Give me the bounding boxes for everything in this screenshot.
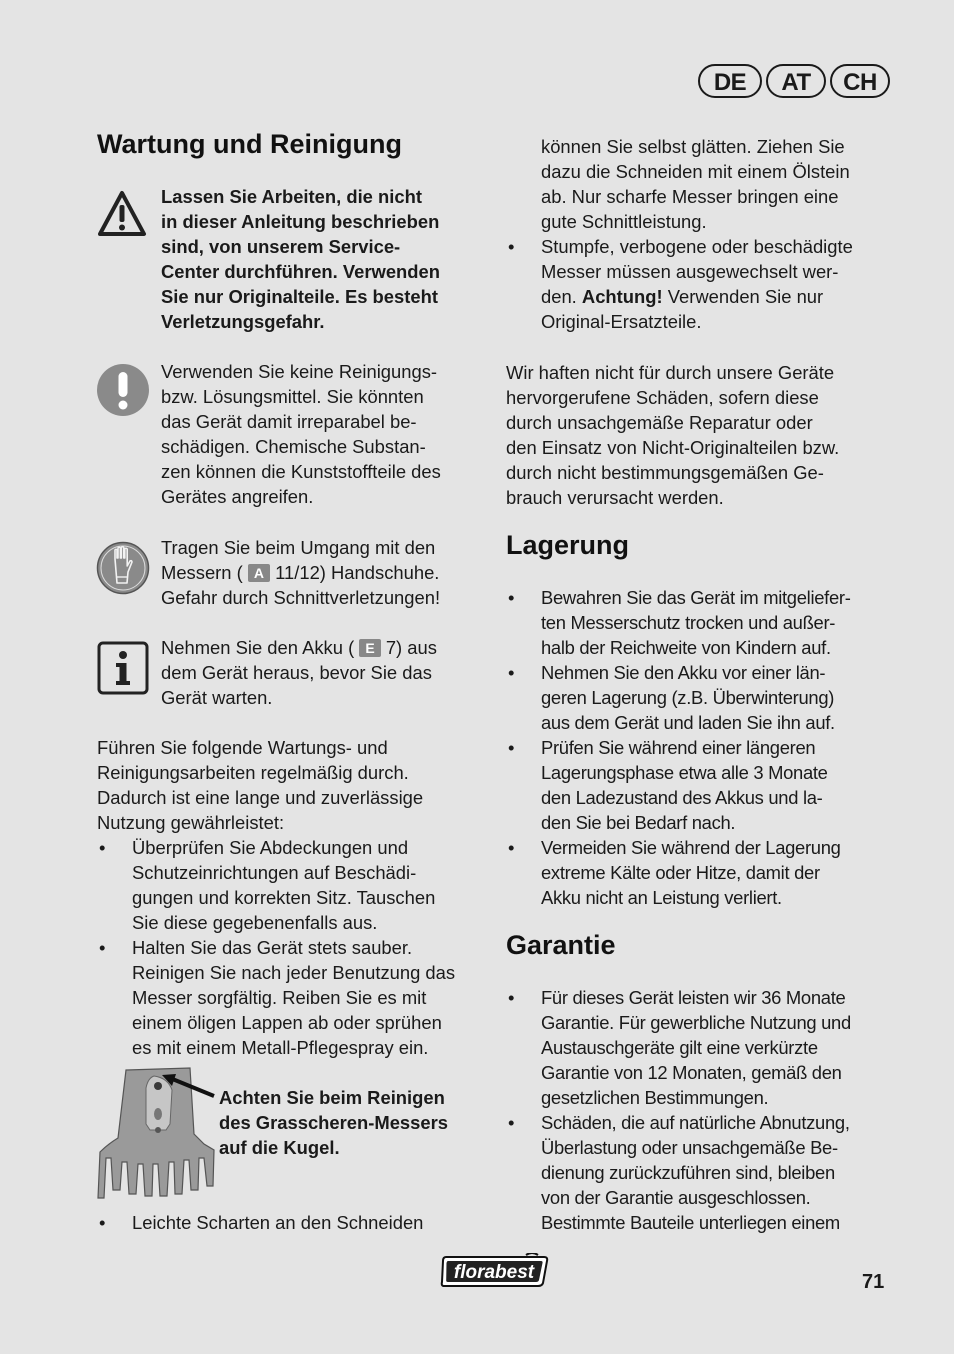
warning-text: Lassen Sie Arbeiten, die nicht in dieser Anleitung beschrieben sind, von unserem Service- Center durchführen. Verwenden Sie nur Originalteile. Es besteht Verletzungsgefahr. [161, 186, 440, 332]
maintenance-list [97, 835, 497, 1060]
figure-ref-e: E [359, 639, 380, 657]
warranty-list [506, 985, 906, 1235]
figure-ref-a: A [248, 564, 270, 582]
list-item: • Schäden, die auf natürliche Abnutzung, Überlastung oder unsachgemäße Be- dienung zurückzuführen sind, bleiben von der Garantie ausgeschlossen. Bestimmte Bauteile unterliegen einem [506, 1110, 906, 1235]
maintenance-list-continued [97, 1210, 497, 1235]
florabest-logo [440, 1253, 550, 1287]
list-item: • Überprüfen Sie Abdeckungen und Schutzeinrichtungen auf Beschädi- gungen und korrekten Sitz. Tauschen Sie diese gegebenenfalls aus. [97, 835, 497, 935]
section-heading-maintenance: Wartung und Reinigung [97, 129, 402, 159]
list-item: • Für dieses Gerät leisten wir 36 Monate Garantie. Für gewerbliche Nutzung und Austauschgeräte gilt eine verkürzte Garantie von 12 Monaten, gemäß den gesetzlichen Bestimmungen. [506, 985, 906, 1110]
blade-replace-list [506, 234, 906, 334]
glove-text: Tragen Sie beim Umgang mit den Messern ( A 11/12) Handschuhe. Gefahr durch Schnittverletzungen! [161, 537, 441, 608]
section-heading-warranty: Garantie [506, 930, 616, 960]
warning-triangle-icon [97, 190, 147, 238]
liability-paragraph: Wir haften nicht für durch unsere Geräte hervorgerufene Schäden, sofern diese durch unsachgemäße Reparatur oder den Einsatz von Nicht-Originalteilen bzw. durch nicht bestimmungsgemäßen Ge- brauch verursacht werden. [506, 362, 840, 508]
svg-text:florabest: florabest [453, 1262, 535, 1283]
caution-text: Verwenden Sie keine Reinigungs- bzw. Lösungsmittel. Sie könnten das Gerät damit irreparabel be- schädigen. Chemische Substan- zen können die Kunststoffteile des Gerätes angreifen. [161, 361, 441, 507]
glove-icon [96, 541, 150, 595]
page-number: 71 [862, 1271, 885, 1293]
list-item: • Nehmen Sie den Akku vor einer län- geren Lagerung (z.B. Überwinterung) aus dem Gerät und laden Sie ihn auf. [506, 660, 906, 735]
shear-blade-illustration [96, 1064, 218, 1204]
lang-badge-de: DE [698, 64, 762, 98]
lang-badge-ch: CH [830, 64, 890, 98]
list-item: • Vermeiden Sie während der Lagerung extreme Kälte oder Hitze, damit der Akku nicht an Leistung verliert. [506, 835, 906, 910]
list-item: • Leichte Scharten an den Schneiden [97, 1210, 497, 1235]
list-item: • Bewahren Sie das Gerät im mitgeliefer- ten Messerschutz trocken und außer- halb der Reichweite von Kindern auf. [506, 585, 906, 660]
info-icon [97, 641, 149, 695]
section-heading-storage: Lagerung [506, 530, 630, 560]
bullet-continuation: können Sie selbst glätten. Ziehen Sie dazu die Schneiden mit einem Ölstein ab. Nur scharfe Messer bringen eine gute Schnittleistung. [541, 136, 850, 232]
list-item: • Prüfen Sie während einer längeren Lagerungsphase etwa alle 3 Monate den Ladezustand des Akkus und la- den Sie bei Bedarf nach. [506, 735, 906, 835]
lang-badge-at: AT [766, 64, 826, 98]
blade-note: Achten Sie beim Reinigen des Grasscheren-Messers auf die Kugel. [219, 1087, 448, 1158]
list-item: • Halten Sie das Gerät stets sauber. Reinigen Sie nach jeder Benutzung das Messer sorgfältig. Reiben Sie es mit einem öligen Lappen ab oder sprühen es mit einem Metall-Pflegespray ein. [97, 935, 497, 1060]
maintenance-intro: Führen Sie folgende Wartungs- und Reinigungsarbeiten regelmäßig durch. Dadurch ist eine lange und zuverlässige Nutzung gewährleistet: [97, 737, 424, 833]
exclamation-circle-icon [96, 363, 150, 417]
info-text: Nehmen Sie den Akku ( E 7) aus dem Gerät heraus, bevor Sie das Gerät warten. [161, 637, 437, 708]
storage-list [506, 585, 906, 910]
list-item: • Stumpfe, verbogene oder beschädigte Messer müssen ausgewechselt wer- den. Achtung! Verwenden Sie nur Original-Ersatzteile. [506, 234, 906, 334]
